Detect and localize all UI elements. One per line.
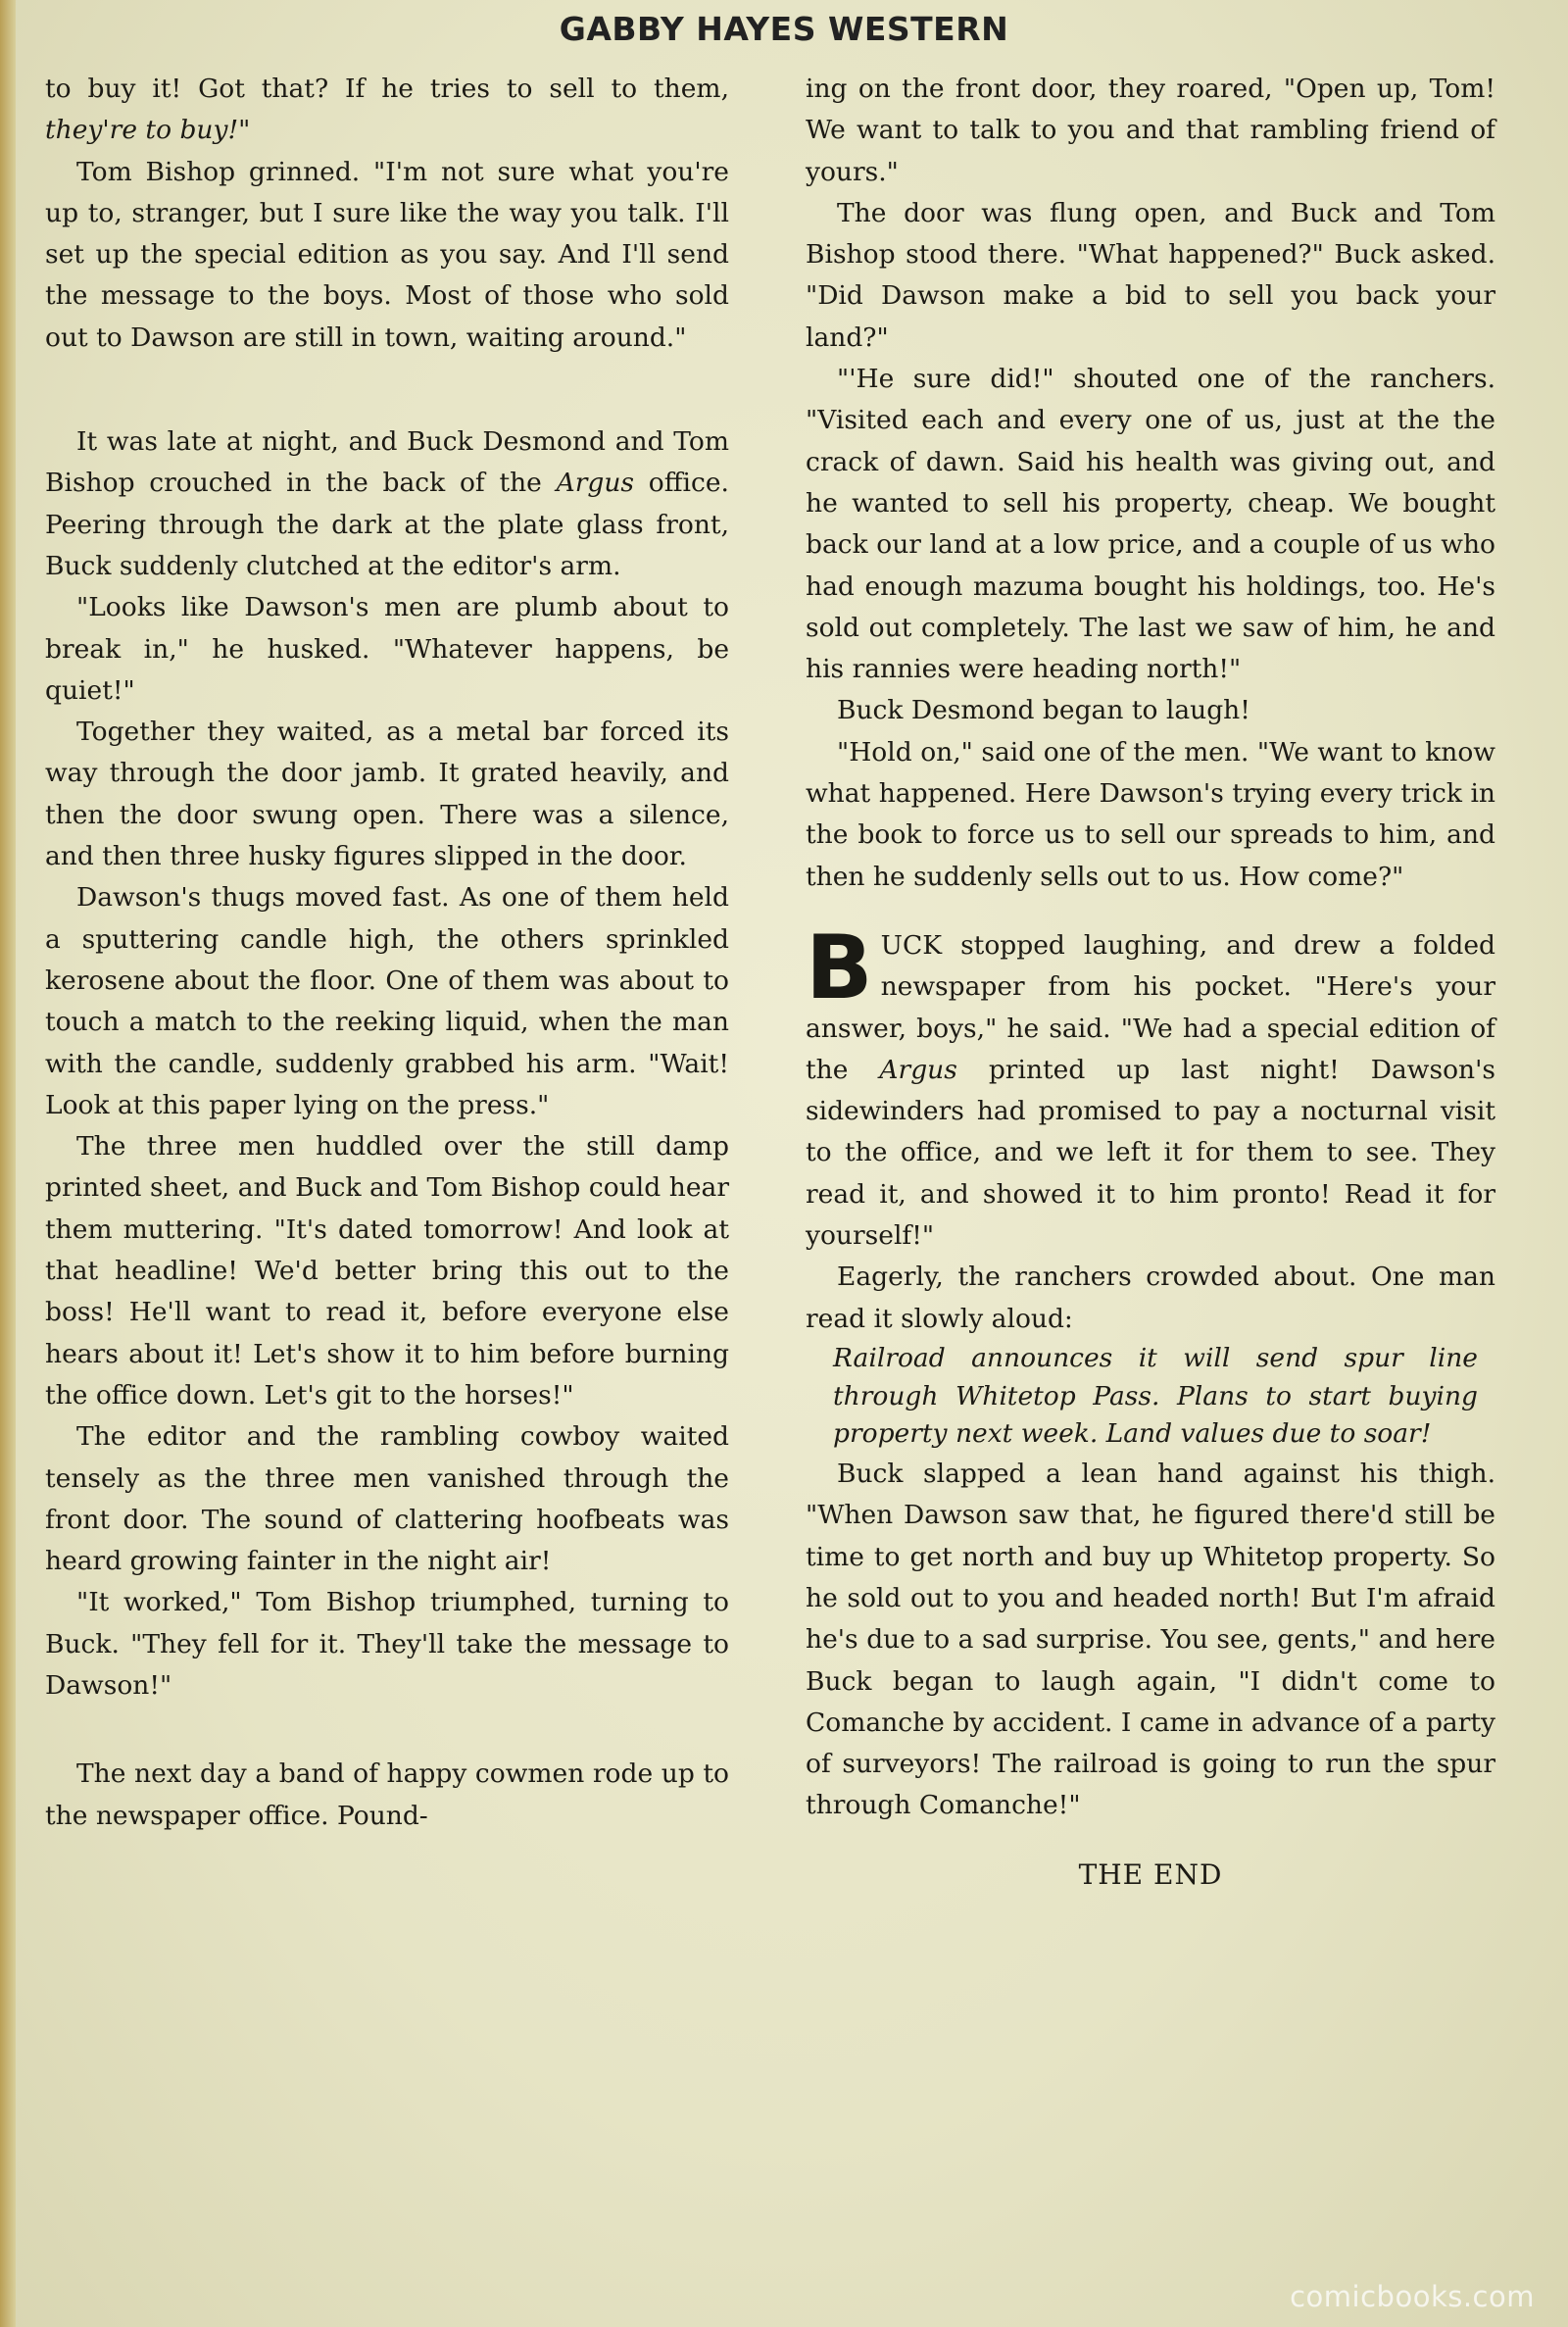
text-run: to buy it! Got that? If he tries to sell to them, — [45, 74, 729, 104]
right-column — [806, 69, 1495, 1896]
paragraph: "It worked," Tom Bishop triumphed, turning to Buck. "They fell for it. They'll take the message to Dawson!" — [45, 1587, 729, 1701]
paragraph: The three men huddled over the still damp printed sheet, and Buck and Tom Bishop could hear them muttering. "It's dated tomorrow! And look at that headline! We'd better bring this out to the boss! He'll want to read it, before everyone else hears about it! Let's show it to him before burning the office down. Let's git to the horses!" — [45, 1131, 729, 1411]
text-run: It was late at night, and Buck Desmond and Tom Bishop crouched in the back of the — [45, 426, 729, 499]
paragraph: "Looks like Dawson's men are plumb about to break in," he husked. "Whatever happens, be quiet!" — [45, 592, 729, 706]
italic-text: Argus — [879, 1054, 957, 1085]
paragraph: Dawson's thugs moved fast. As one of them held a sputtering candle high, the others sprinkled kerosene about the floor. One of them was about to touch a match to the reeking liquid, when the man with the candle, suddenly grabbed his arm. "Wait! Look at this paper lying on the press." — [45, 882, 729, 1120]
left-column — [45, 69, 729, 1837]
section-break — [45, 1707, 729, 1754]
page-header: GABBY HAYES WESTERN — [559, 10, 1009, 48]
italic-text: Argus — [556, 468, 635, 499]
paragraph: "'He sure did!" shouted one of the ranchers. "Visited each and every one of us, just at the the crack of dawn. Said his health was giving out, and he wanted to sell his property, cheap. We bought back our land at a low price, and a couple of us who had enough mazuma bought his holdings, too. He's sold out completely. The last we saw of him, he and his rannies were heading north!" — [806, 364, 1495, 685]
paragraph: Together they waited, as a metal bar forced its way through the door jamb. It grated heavily, and then the door swung open. There was a silence, and then three husky figures slipped in the door. — [45, 717, 729, 872]
paragraph: The editor and the rambling cowboy waited tensely as the three men vanished through the front door. The sound of clattering hoofbeats was heard growing fainter in the night air! — [45, 1421, 729, 1577]
section-break — [806, 898, 1495, 925]
paragraph: Tom Bishop grinned. "I'm not sure what you're up to, stranger, but I sure like the way you talk. I'll set up the special edition as you say. And I'll send the message to the boys. Most of those who sold out to Dawson are still in town, waiting around." — [45, 156, 729, 353]
italic-text: they're to buy!" — [45, 115, 251, 146]
quote-text: Railroad announces it will send spur line through Whitetop Pass. Plans to start buying property next week. Land values due to soar! — [833, 1342, 1478, 1450]
paragraph: Buck Desmond began to laugh! — [837, 695, 1250, 726]
paragraph: Buck slapped a lean hand against his thigh. "When Dawson saw that, he figured there'd still be time to get north and buy up Whitetop property. So he sold out to you and headed north! But I'm afraid he's due to a sad surprise. You see, gents," and here Buck began to laugh again, "I didn't come to Comanche by accident. I came in advance of a party of surveyors! The railroad is going to run the spur through Comanche!" — [806, 1459, 1495, 1821]
quoted-headline — [833, 1340, 1478, 1454]
paragraph: Eagerly, the ranchers crowded about. One man read it slowly aloud: — [806, 1262, 1495, 1334]
paragraph — [45, 421, 729, 587]
text-run: office. Peering through the dark at the plate glass front, Buck suddenly clutched at the editor's arm. — [45, 468, 729, 581]
section-break — [45, 359, 729, 421]
text-run: UCK stopped laughing, and drew a folded newspaper from his pocket. "Here's your answer, boys," he said. "We had a special edition of the — [806, 929, 1495, 1085]
paragraph — [45, 69, 729, 152]
drop-cap: B — [806, 916, 873, 1019]
the-end: THE END — [1078, 1857, 1223, 1891]
paragraph: ing on the front door, they roared, "Open up, Tom! We want to talk to you and that rambling friend of yours." — [806, 74, 1495, 187]
paragraph: "Hold on," said one of the men. "We want to know what happened. Here Dawson's trying every trick in the book to force us to sell our spreads to him, and then he suddenly sells out to us. How come?" — [806, 736, 1495, 892]
watermark: comicbooks.com — [1290, 2280, 1535, 2313]
paragraph: The door was flung open, and Buck and Tom Bishop stood there. "What happened?" Buck asked. "Did Dawson make a bid to sell you back your land?" — [806, 197, 1495, 353]
paragraph — [806, 916, 1495, 1257]
page-edge — [0, 0, 16, 2327]
text-run: printed up last night! Dawson's sidewinders had promised to pay a nocturnal visit to the office, and we left it for them to see. They read it, and showed it to him pronto! Read it for yourself!" — [806, 1054, 1495, 1252]
paragraph: The next day a band of happy cowmen rode up to the newspaper office. Pound- — [45, 1758, 729, 1831]
